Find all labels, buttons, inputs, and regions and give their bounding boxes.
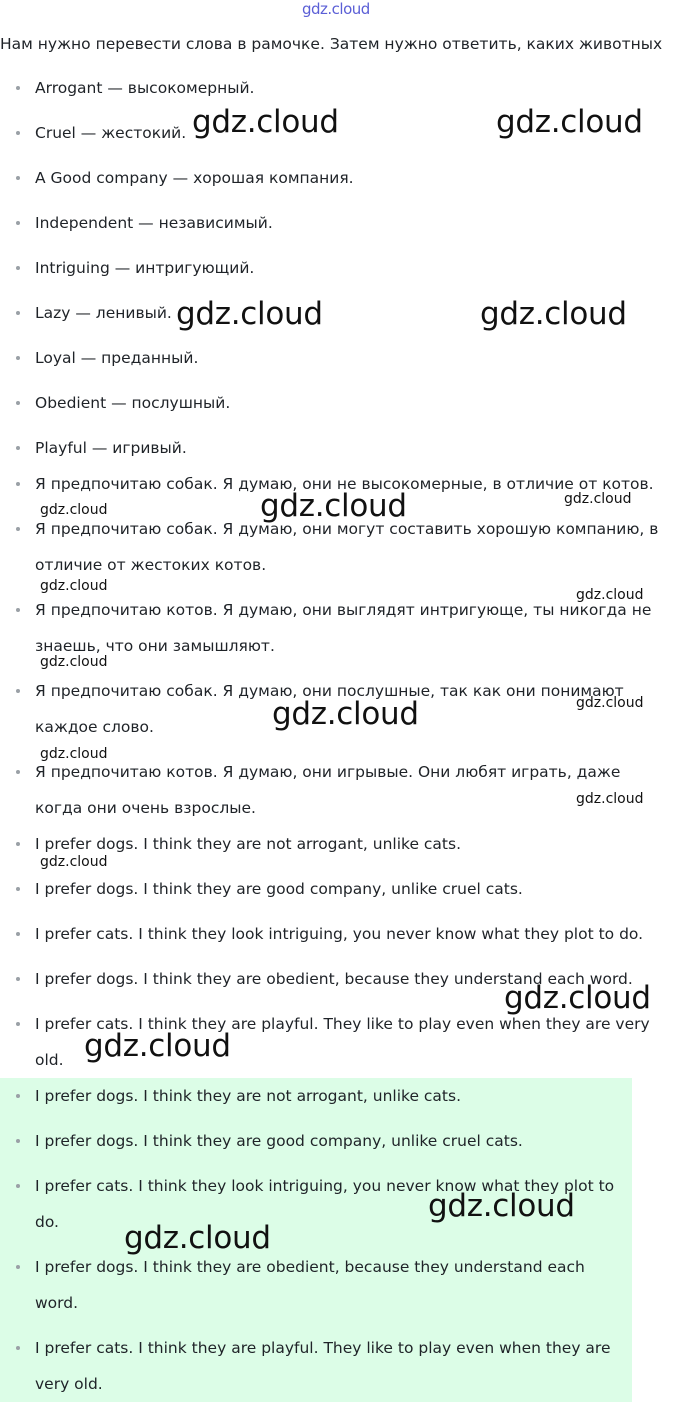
watermark: gdz.cloud	[40, 502, 108, 518]
list-item: Я предпочитаю собак. Я думаю, они могут составить хорошую компанию, в отличие от жестоких котов.	[0, 511, 680, 583]
bullet-icon	[16, 266, 20, 270]
list-item: I prefer cats. I think they are playful. They like to play even when they are very old.	[0, 1006, 680, 1078]
bullet-icon	[16, 1022, 20, 1026]
bullet-icon	[16, 356, 20, 360]
list-item: I prefer cats. I think they look intriguing, you never know what they plot to do.	[0, 916, 680, 952]
list-item: I prefer dogs. I think they are not arrogant, unlike cats.	[0, 1078, 680, 1114]
list-item: Cruel — жестокий.	[0, 115, 680, 151]
list-item: Я предпочитаю собак. Я думаю, они послушные, так как они понимают каждое слово.	[0, 673, 680, 745]
bullet-icon	[16, 608, 20, 612]
bullet-icon	[16, 527, 20, 531]
list-item: Lazy — ленивый.	[0, 295, 680, 331]
bullet-icon	[16, 932, 20, 936]
bullet-icon	[16, 1184, 20, 1188]
watermark: gdz.cloud	[496, 104, 643, 140]
list-item: I prefer dogs. I think they are obedient, because they understand each word.	[0, 961, 680, 997]
watermark: gdz.cloud	[124, 1220, 271, 1256]
site-watermark-top: gdz.cloud	[302, 0, 370, 18]
watermark: gdz.cloud	[40, 854, 108, 870]
watermark: gdz.cloud	[40, 746, 108, 762]
list-item: I prefer dogs. I think they are good company, unlike cruel cats.	[0, 871, 680, 907]
bullet-icon	[16, 1094, 20, 1098]
bullet-icon	[16, 1265, 20, 1269]
bullet-icon	[16, 977, 20, 981]
watermark: gdz.cloud	[480, 296, 627, 332]
watermark: gdz.cloud	[504, 980, 651, 1016]
bullet-icon	[16, 482, 20, 486]
list-item: Obedient — послушный.	[0, 385, 680, 421]
watermark: gdz.cloud	[40, 578, 108, 594]
watermark: gdz.cloud	[260, 488, 407, 524]
watermark: gdz.cloud	[176, 296, 323, 332]
list-item: I prefer dogs. I think they are good company, unlike cruel cats.	[0, 1123, 680, 1159]
list-item: Я предпочитаю котов. Я думаю, они игрывые. Они любят играть, даже когда они очень взрослые.	[0, 754, 680, 826]
watermark: gdz.cloud	[40, 654, 108, 670]
list-item: Arrogant — высокомерный.	[0, 70, 680, 106]
list-item: I prefer dogs. I think they are not arrogant, unlike cats.	[0, 826, 680, 862]
watermark: gdz.cloud	[428, 1188, 575, 1224]
bullet-icon	[16, 1346, 20, 1350]
bullet-icon	[16, 131, 20, 135]
watermark: gdz.cloud	[576, 791, 644, 807]
bullet-icon	[16, 221, 20, 225]
list-item: Intriguing — интригующий.	[0, 250, 680, 286]
list-item: Playful — игривый.	[0, 430, 680, 466]
watermark: gdz.cloud	[576, 587, 644, 603]
watermark: gdz.cloud	[84, 1028, 231, 1064]
list-item: Loyal — преданный.	[0, 340, 680, 376]
watermark: gdz.cloud	[564, 491, 632, 507]
list-item: A Good company — хорошая компания.	[0, 160, 680, 196]
list-item: Я предпочитаю котов. Я думаю, они выглядят интригующе, ты никогда не знаешь, что они замышляют.	[0, 592, 680, 664]
bullet-icon	[16, 887, 20, 891]
bullet-icon	[16, 401, 20, 405]
bullet-icon	[16, 770, 20, 774]
bullet-icon	[16, 446, 20, 450]
watermark: gdz.cloud	[576, 695, 644, 711]
bullet-icon	[16, 689, 20, 693]
list-item: Independent — независимый.	[0, 205, 680, 241]
list-item: I prefer cats. I think they look intriguing, you never know what they plot to do.	[0, 1168, 680, 1240]
bullet-icon	[16, 86, 20, 90]
intro-text: Нам нужно перевести слова в рамочке. Затем нужно ответить, каких животных	[0, 35, 663, 53]
bullet-icon	[16, 1139, 20, 1143]
list-item: Я предпочитаю собак. Я думаю, они не высокомерные, в отличие от котов.	[0, 466, 680, 502]
bullet-icon	[16, 842, 20, 846]
watermark: gdz.cloud	[272, 696, 419, 732]
bullet-icon	[16, 176, 20, 180]
list-item: I prefer dogs. I think they are obedient, because they understand each word.	[0, 1249, 680, 1321]
list-item: I prefer cats. I think they are playful. They like to play even when they are very old.	[0, 1330, 680, 1402]
watermark: gdz.cloud	[192, 104, 339, 140]
bullet-icon	[16, 311, 20, 315]
